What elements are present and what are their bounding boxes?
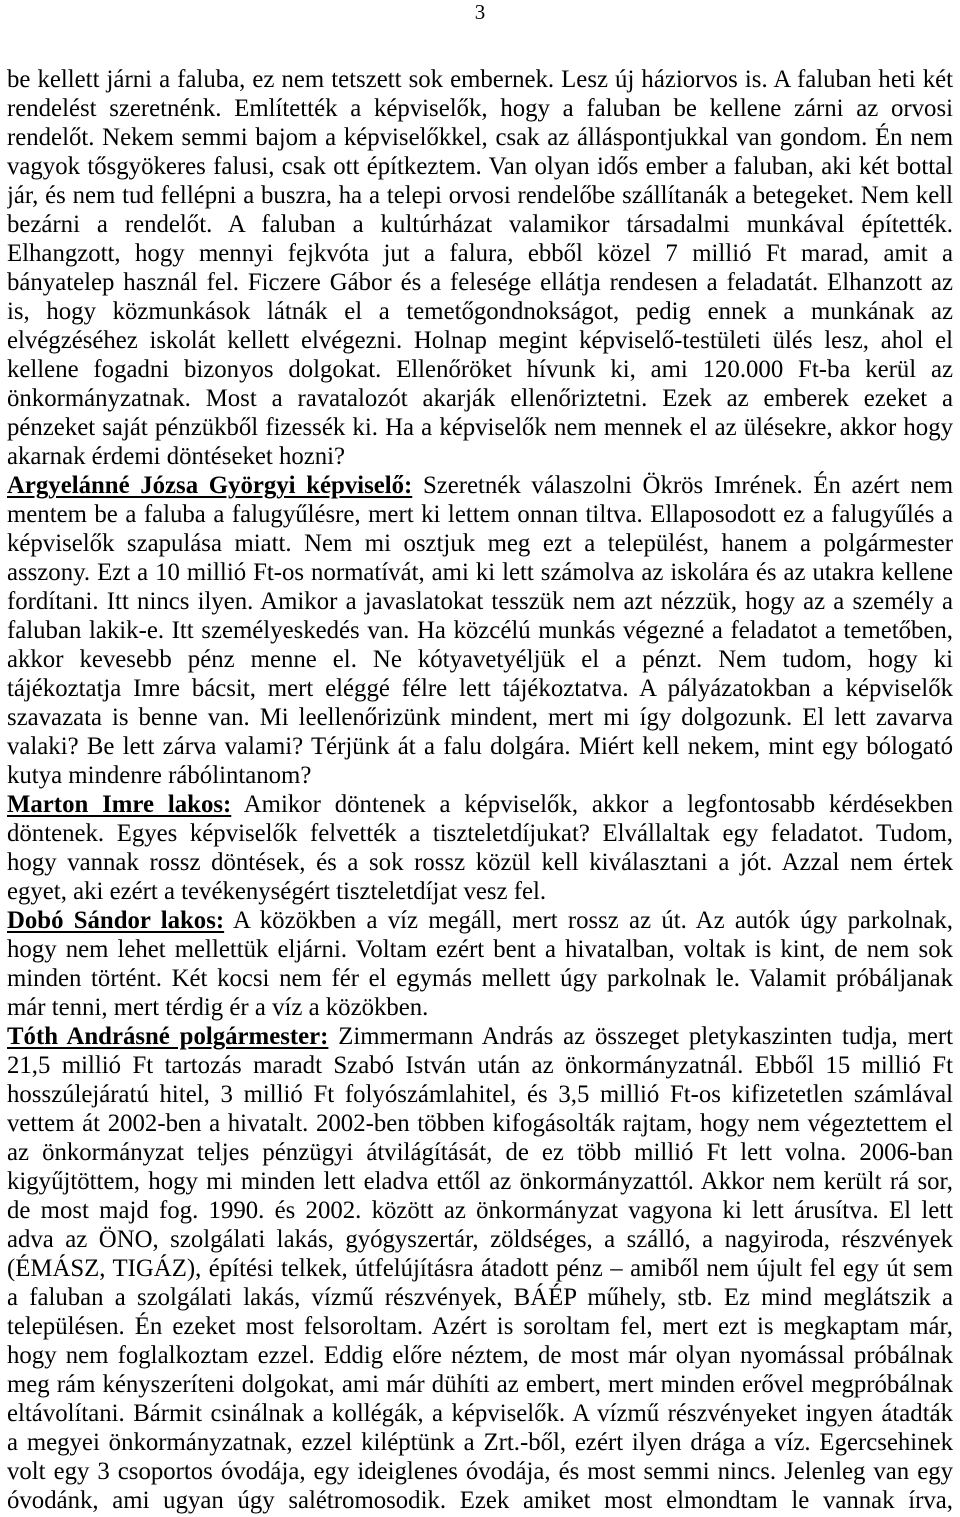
line-text: a faluban a szolgálati lakás, vízmű részvények, BÁÉP műhely, stb. Ez mind meglátszik a: [7, 1284, 953, 1311]
text-line: [7, 1370, 953, 1399]
text-line: [7, 761, 953, 790]
speaker-name: Marton Imre lakos:: [7, 791, 232, 818]
line-text: Amikor döntenek a képviselők, akkor a legfontosabb kérdésekben: [243, 791, 953, 818]
text-line: [7, 674, 953, 703]
line-text: óvodánk, ami ugyan úgy salétromosodik. Ezek amiket most elmondtam le vannak írva,: [7, 1487, 953, 1514]
line-text: településen. Én ezeket most felsoroltam. Azért is soroltam fel, mert ezt is megkaptam már,: [7, 1313, 953, 1340]
line-text: akkor kevesebb pénz menne el. Ne kótyavetyéljük el a pénzt. Nem tudom, hogy ki: [7, 646, 953, 673]
speaker-name: Dobó Sándor lakos:: [7, 907, 225, 934]
text-line: [7, 790, 953, 819]
text-line: [7, 355, 953, 384]
text-line: [7, 1457, 953, 1486]
line-text: adva az ÖNO, szolgálati lakás, gyógyszertár, zöldséges, a szálló, a nagyiroda, részvények: [7, 1226, 953, 1253]
paragraph: [7, 790, 953, 906]
line-text: akarnak érdemi döntéseket hozni?: [7, 443, 346, 470]
line-text: Zimmermann András az összeget pletykaszinten tudja, mert: [338, 1023, 953, 1050]
text-line: [7, 964, 953, 993]
line-text: rendelést szeretnénk. Említették a képviselők, hogy a faluban be kellene zárni az orvosi: [7, 95, 953, 122]
text-line: [7, 268, 953, 297]
text-line: [7, 1486, 953, 1515]
line-text: bányatelep használ fel. Ficzere Gábor és a felesége ellátja rendesen a feladatát. Elhanzott az: [7, 269, 953, 296]
paragraph: [7, 1022, 953, 1515]
text-line: [7, 1138, 953, 1167]
line-text: kigyűjtöttem, hogy mi minden lett eladva ettől az önkormányzattól. Akkor nem került rá sor,: [7, 1168, 953, 1195]
line-text: faluban lakik-e. Itt személyeskedés van. Ha közcélú munkás végezné a feladatot a temetőben,: [7, 617, 953, 644]
text-line: [7, 413, 953, 442]
line-text: mentem be a faluba a falugyűlésre, mert ki lettem onnan tiltva. Ellaposodott ez a falugyűlés a: [7, 501, 953, 528]
text-line: [7, 993, 953, 1022]
text-line: [7, 645, 953, 674]
text-line: [7, 210, 953, 239]
text-line: [7, 529, 953, 558]
line-text: kutya mindenre rábólintanom?: [7, 762, 312, 789]
line-text: volt egy 3 csoportos óvodája, egy ideiglenes óvodája, és most semmi nincs. Jelenleg van egy: [7, 1458, 953, 1485]
text-line: [7, 1080, 953, 1109]
text-line: [7, 297, 953, 326]
line-text: döntenek. Egyes képviselők felvették a tiszteletdíjukat? Elvállaltak egy feladatot. Tudom,: [7, 820, 953, 847]
line-text: meg rám kényszeríteni dolgokat, ami már dühíti az embert, mert minden erővel megpróbálnak: [7, 1371, 953, 1398]
text-line: [7, 1399, 953, 1428]
line-text: asszony. Ezt a 10 millió Ft-os normatívát, ami ki lett számolva az iskolára és az utakra kellene: [7, 559, 953, 586]
line-text: hogy nem foglalkoztam ezzel. Eddig előre néztem, de most már olyan nyomással próbálnak: [7, 1342, 953, 1369]
text-line: [7, 1312, 953, 1341]
text-line: [7, 94, 953, 123]
line-text: be kellett járni a faluba, ez nem tetszett sok embernek. Lesz új háziorvos is. A faluban heti két: [7, 66, 953, 93]
text-line: [7, 877, 953, 906]
line-text: kellene fogadni bizonyos dolgokat. Ellenőröket hívunk ki, ami 120.000 Ft-ba kerül az: [7, 356, 953, 383]
speaker-name: Tóth Andrásné polgármester:: [7, 1023, 329, 1050]
line-text: szavazata is benne van. Mi leellenőrizünk mindent, mert mi így dolgozunk. El lett zavarva: [7, 704, 953, 731]
text-line: [7, 239, 953, 268]
text-line: [7, 471, 953, 500]
line-text: fordítani. Itt nincs ilyen. Amikor a javaslatokat tesszük nem azt nézzük, hogy az a személy a: [7, 588, 953, 615]
line-text: hogy vannak rossz döntések, és a sok rossz közül kell kiválasztani a jót. Azzal nem értek: [7, 849, 953, 876]
line-text: már tenni, mert térdig ér a víz a közökben.: [7, 994, 429, 1021]
text-line: [7, 1196, 953, 1225]
line-text: az önkormányzat teljes pénzügyi átvilágítását, de ez több millió Ft lett volna. 2006-ban: [7, 1139, 953, 1166]
line-text: 21,5 millió Ft tartozás maradt Szabó István után az önkormányzatnál. Ebből 15 millió Ft: [7, 1052, 953, 1079]
line-text: tájékoztatja Imre bácsit, mert eléggé félre lett tájékoztatva. A pályázatokban a képviselők: [7, 675, 953, 702]
text-line: [7, 587, 953, 616]
text-line: [7, 1254, 953, 1283]
text-line: [7, 384, 953, 413]
line-text: rendelőt. Nekem semmi bajom a képviselőkkel, csak az álláspontjukkal van gondom. Én nem: [7, 124, 953, 151]
line-text: hosszúlejáratú hitel, 3 millió Ft folyószámlahitel, és 3,5 millió Ft-os kifizetetlen számlával: [7, 1081, 953, 1108]
text-line: [7, 616, 953, 645]
text-line: [7, 500, 953, 529]
line-text: vagyok tősgyökeres falusi, csak ott építkeztem. Van olyan idős ember a faluban, aki két bottal: [7, 153, 953, 180]
text-line: [7, 732, 953, 761]
text-line: [7, 558, 953, 587]
speaker-name: Argyelánné Józsa Györgyi képviselő:: [7, 472, 413, 499]
text-line: [7, 123, 953, 152]
text-line: [7, 152, 953, 181]
line-text: minden történt. Két kocsi nem fér el egymás mellett úgy parkolnak le. Valamit próbáljanak: [7, 965, 953, 992]
text-line: [7, 1225, 953, 1254]
line-text: vettem át 2002-ben a hivatalt. 2002-ben többen kifogásolták rajtam, hogy nem végeztettem el: [7, 1110, 953, 1137]
line-text: de most majd fog. 1990. és 2002. között az önkormányzat vagyona ki lett árusítva. El lett: [7, 1197, 953, 1224]
text-line: [7, 65, 953, 94]
text-line: [7, 1167, 953, 1196]
line-text: eltávolítani. Bármit csinálnak a kollégák, a képviselők. A vízmű részvényeket ingyen átadták: [7, 1400, 953, 1427]
paragraph: [7, 65, 953, 471]
line-text: Elhangzott, hogy mennyi fejkvóta jut a falura, ebből közel 7 millió Ft marad, amit a: [7, 240, 953, 267]
line-text: hogy nem lehet mellettük eljárni. Voltam ezért bent a hivatalban, voltak is kint, de nem sok: [7, 936, 953, 963]
text-line: [7, 906, 953, 935]
text-line: [7, 1341, 953, 1370]
line-text: pénzeket saját pénzükből fizessék ki. Ha a képviselők nem mennek el az ülésekre, akkor hogy: [7, 414, 953, 441]
text-line: [7, 1283, 953, 1312]
line-text: Szeretnék válaszolni Ökrös Imrének. Én azért nem: [422, 472, 953, 499]
body-text: [7, 65, 953, 1515]
text-line: [7, 703, 953, 732]
text-line: [7, 848, 953, 877]
line-text: a megyei önkormányzatnak, ezzel kiléptünk a Zrt.-ből, ezért ilyen drága a víz. Egercsehinek: [7, 1429, 953, 1456]
paragraph: [7, 471, 953, 790]
text-line: [7, 1022, 953, 1051]
line-text: egyet, aki ezért a tevékenységért tiszteletdíjat vesz fel.: [7, 878, 547, 905]
text-line: [7, 1428, 953, 1457]
line-text: is, hogy közmunkások látnák el a temetőgondnokságot, pedig ennek a munkának az: [7, 298, 953, 325]
text-line: [7, 1051, 953, 1080]
text-line: [7, 935, 953, 964]
line-text: elvégzéséhez iskolát kellett elvégezni. Holnap megint képviselő-testületi ülés lesz, ahol el: [7, 327, 953, 354]
line-text: jár, és nem tud fellépni a buszra, ha a telepi orvosi rendelőbe szállítanák a betegeket. Nem kell: [7, 182, 953, 209]
text-line: [7, 326, 953, 355]
page-number: 3: [474, 0, 486, 24]
text-line: [7, 819, 953, 848]
line-text: önkormányzatnak. Most a ravatalozót akarják ellenőriztetni. Ezek az emberek ezeket a: [7, 385, 953, 412]
line-text: (ÉMÁSZ, TIGÁZ), építési telkek, útfelújításra átadott pénz – amiből nem újult fel egy út sem: [7, 1255, 953, 1282]
text-line: [7, 442, 953, 471]
line-text: képviselők szapulása miatt. Nem mi osztjuk meg ezt a települést, hanem a polgármester: [7, 530, 953, 557]
line-text: bezárni a rendelőt. A faluban a kultúrházat valamikor társadalmi munkával építették.: [7, 211, 953, 238]
paragraph: [7, 906, 953, 1022]
line-text: A közökben a víz megáll, mert rossz az út. Az autók úgy parkolnak,: [233, 907, 953, 934]
text-line: [7, 181, 953, 210]
text-line: [7, 1109, 953, 1138]
line-text: valaki? Be lett zárva valami? Térjünk át a falu dolgára. Miért kell nekem, mint egy bólogató: [7, 733, 953, 760]
